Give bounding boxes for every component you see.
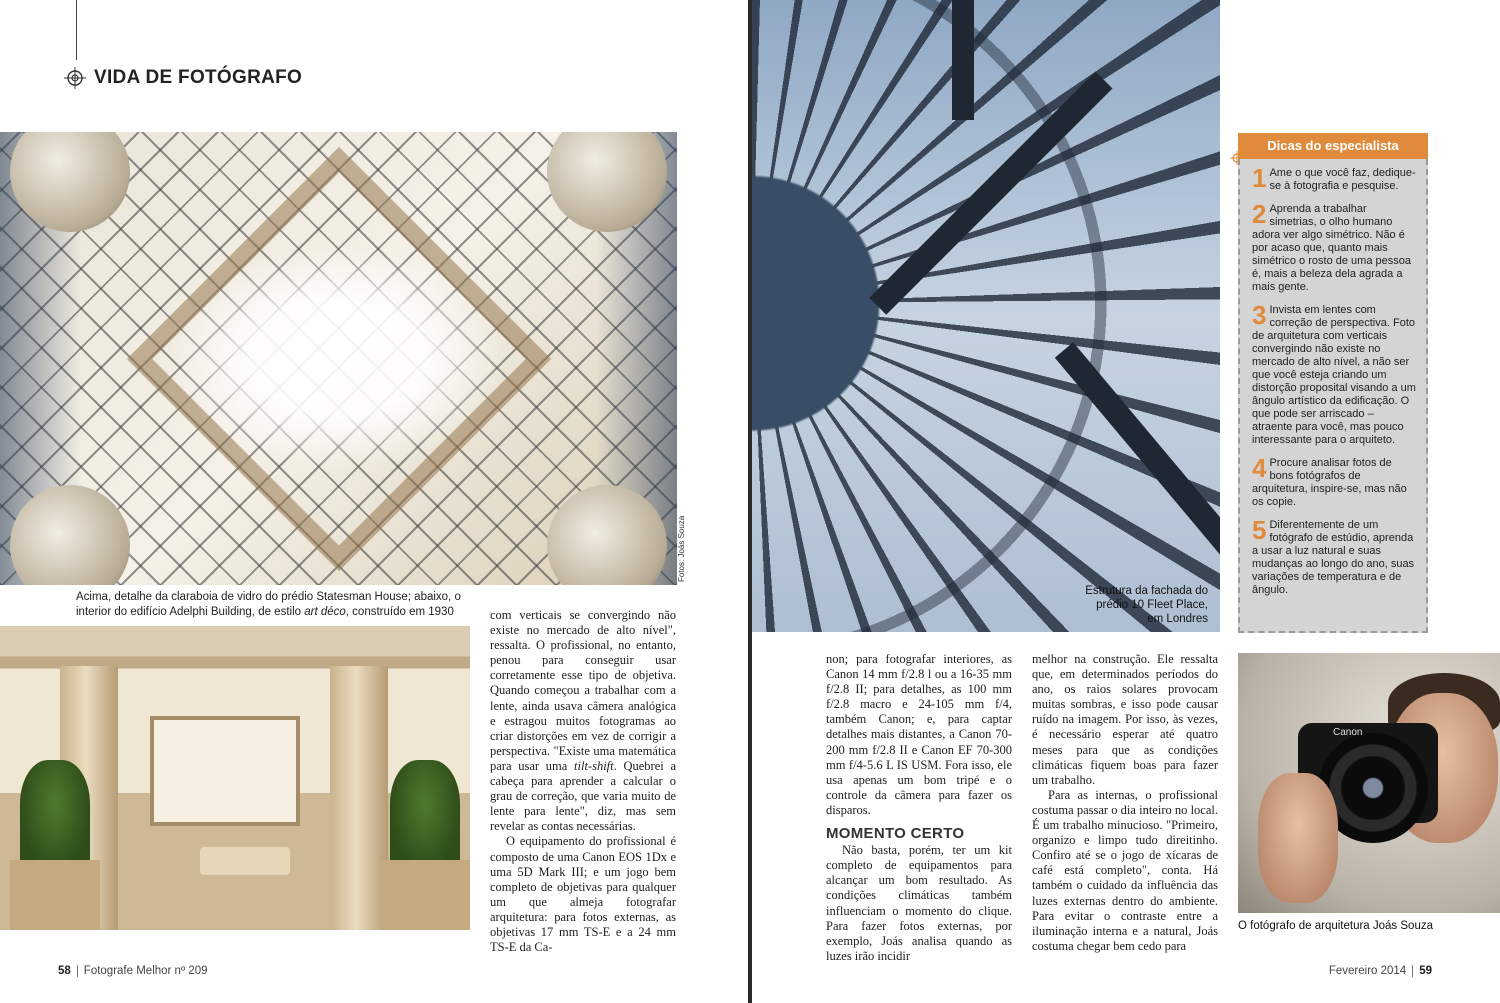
page-number: 58 [58,965,71,978]
registration-line [76,0,77,60]
section-header [64,64,302,92]
issue-date: Fevereiro 2014 [1328,965,1407,978]
tip-item: 1 Ame o que você faz, dedique-se à fotografia e pesquise. [1252,163,1416,193]
paragraph: non; para fotografar interiores, as Canon 14 mm f/2.8 l ou a 16-35 mm f/2.8 II; para detalhes, as 100 mm f/2.8 macro e 24-105 mm f/4, também Canon; e, para captar detalhes mais distantes, a Canon 70-200 mm f/2.8 II e Canon EF 70-300 mm f/4-5.6 L IS USM. Fora isso, ele usa apenas um bom tripé e o controle da câmera para fazer os disparos. [826,652,1012,817]
photo-credit: Fotos: Joás Souza [677,515,686,582]
facade-photo [752,0,1220,632]
tip-number: 2 [1252,199,1267,229]
paragraph: com verticais se convergindo não existe no mercado de alto nível", ressalta. O profissional, no entanto, penou para conseguir usar corretamente esse tipo de objetiva. Quando começou a trabalhar com a lente, ainda usava câmera analógica e estragou muitos fotogramas ao criar distorções em vez de corrigir a perspectiva. "Existe uma matemática para usar uma tilt-shift. Quebrei a cabeça para aprender a calcular o grau de correção, que varia muito de lente para lente", diz, mas sem revelar as contas necessárias. [490,608,677,834]
facade-caption: Estrutura da fachada do prédio 10 Fleet Place, em Londres [1085,585,1208,625]
lobby-photo [0,626,470,930]
folio-left [58,965,208,977]
crosshair-icon [64,67,86,89]
publication-name: Fotografe Melhor nº 209 [83,965,208,978]
folio-right [1329,965,1432,977]
photo-caption: Acima, detalhe da claraboia de vidro do prédio Statesman House; abaixo, o interior do edifício Adelphi Building, de estilo art déco, construído em 1930 [76,591,461,618]
page-number: 59 [1419,965,1432,978]
paragraph: Não basta, porém, ter um kit completo de equipamentos para alcançar um bom resultado. As condições climáticas também influenciam o momento do clique. Para fazer fotos externas, por exemplo, Joás analisa quando as luzes irão incidir [826,843,1012,963]
article-column-left [490,608,676,955]
portrait-caption: O fotógrafo de arquitetura Joás Souza [1238,920,1433,932]
article-column-middle [826,652,1012,964]
section-title: VIDA DE FOTÓGRAFO [94,67,303,88]
camera-brand: Canon [1333,727,1363,738]
paragraph: Para as internas, o profissional costuma passar o dia inteiro no local. É um trabalho minucioso. "Primeiro, organizo e limpo tudo direitinho. Confiro até se o jogo de xícaras de café está completo", conta. Há também o cuidado da influência das luzes externas dentro do ambiente. Para evitar o contraste entre a iluminação interna e a natural, Joás costuma chegar bem cedo para [1032,787,1218,953]
subheading: MOMENTO CERTO [826,825,965,843]
left-page [0,0,748,1003]
tips-box [1238,133,1428,633]
right-page [752,0,1500,1003]
skylight-photo [0,132,677,585]
tip-number: 1 [1252,163,1267,193]
tip-item: 2 Aprenda a trabalhar simetrias, o olho humano adora ver algo simétrico. Não é por acaso que, quanto mais simétrico o rosto de uma pessoa é, mais a beleza dela agrada a mais gente. [1252,199,1411,293]
paragraph: melhor na construção. Ele ressalta que, em determinados períodos do ano, os raios solares provocam muitas sombras, e isso pode causar ruído na imagem. Por isso, às vezes, é necessário esperar até quatro meses para que as condições climáticas fiquem boas para fazer um trabalho. [1032,652,1218,787]
tip-item: 5 Diferentemente de um fotógrafo de estúdio, aprenda a usar a luz natural e suas mudanças ao longo do ano, suas variações de temperatura e de ângulo. [1252,515,1415,596]
tip-number: 3 [1252,300,1267,330]
tip-item: 3 Invista em lentes com correção de perspectiva. Foto de arquitetura com verticais convergindo não existe no mercado de alto nível, a não ser que você esteja criando um distorção proposital visando a um ângulo artístico da edificação. O que pode ser arriscado – atraente para você, mas pouco interessante para o arquiteto. [1252,300,1416,446]
tips-list [1238,159,1428,633]
tip-number: 4 [1252,453,1267,483]
tip-item: 4 Procure analisar fotos de bons fotógrafos de arquitetura, inspire-se, mas não os copie. [1252,453,1407,508]
paragraph: O equipamento do profissional é composto de uma Canon EOS 1Dx e uma 5D Mark III; e um jogo bem completo de objetivas para qualquer um que almeja fotografar arquitetura: para fotos externas, as objetivas 17 mm TS-E e a 24 mm TS-E da Ca- [490,834,676,955]
article-column-right [1032,652,1218,954]
tips-title: Dicas do especialista [1238,133,1428,159]
tip-number: 5 [1252,515,1267,545]
photographer-portrait [1238,653,1500,913]
